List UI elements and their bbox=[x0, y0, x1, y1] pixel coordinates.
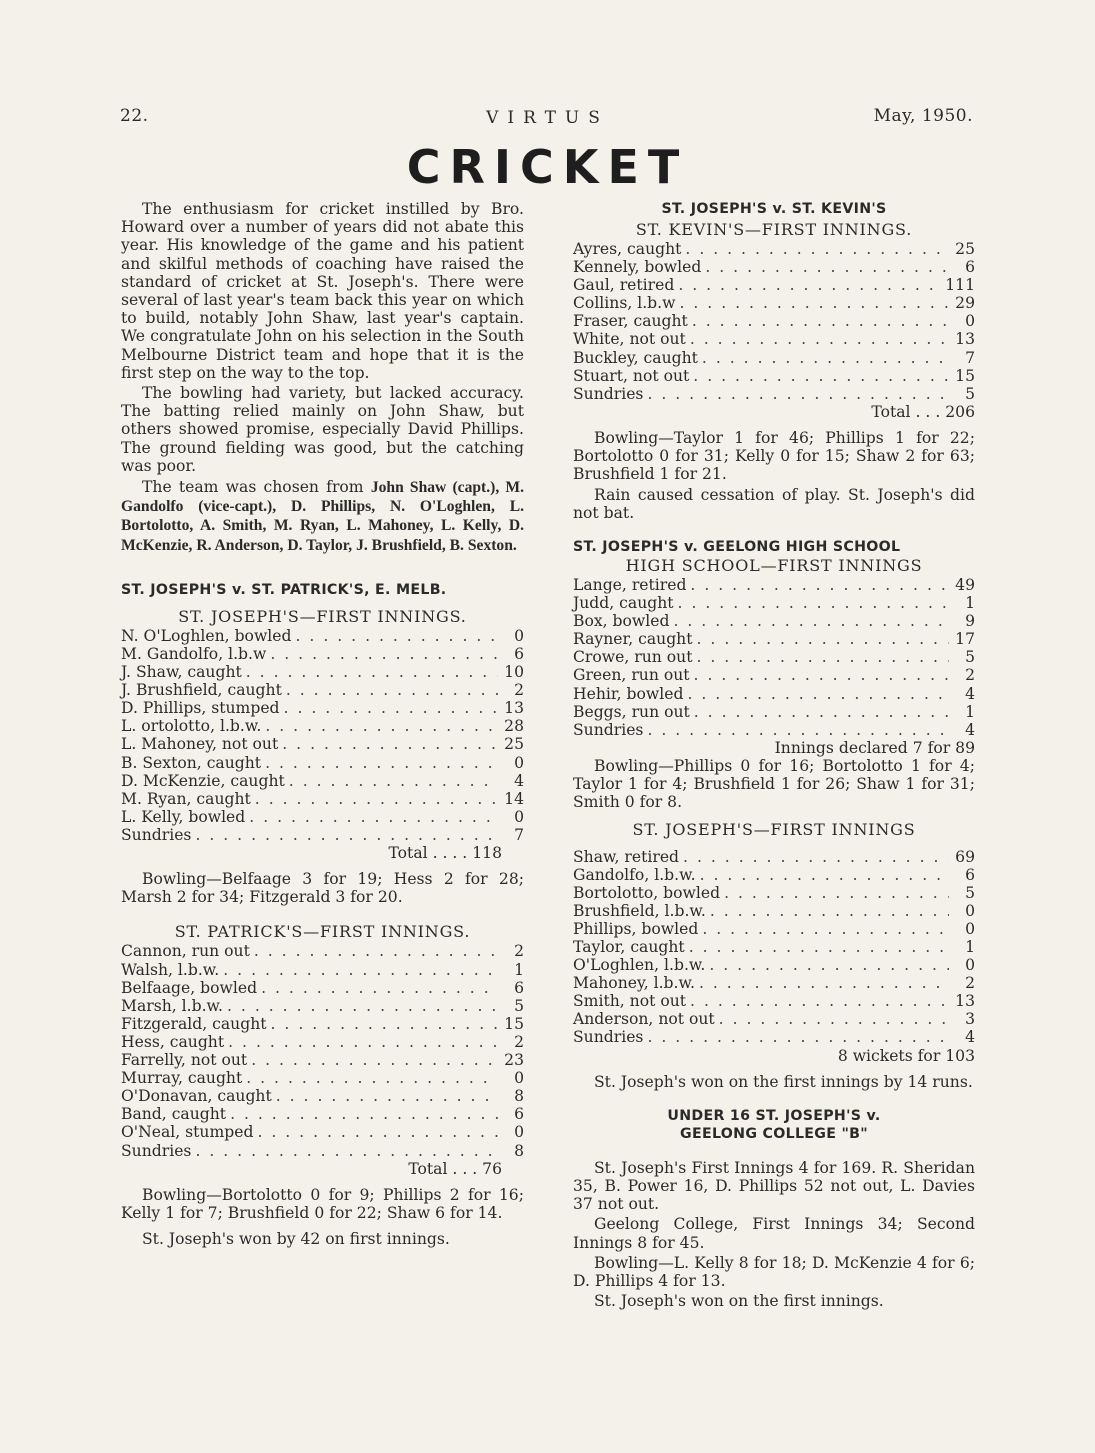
batsman-entry: O'Donavan, caught bbox=[121, 1087, 272, 1106]
match3-innings1-scorecard bbox=[573, 576, 975, 739]
match1-innings2-scorecard bbox=[121, 942, 524, 1159]
batsman-entry: Stuart, not out bbox=[573, 366, 690, 385]
scorecard-row bbox=[121, 997, 524, 1015]
intro-paragraph-team bbox=[121, 478, 524, 555]
batsman-entry: Cannon, run out bbox=[121, 942, 250, 961]
leader-dots bbox=[265, 717, 498, 735]
leader-dots bbox=[276, 1087, 498, 1105]
leader-dots bbox=[690, 330, 949, 348]
leader-dots bbox=[195, 826, 498, 844]
batsman-entry: Anderson, not out bbox=[573, 1010, 715, 1029]
scorecard-row bbox=[573, 367, 975, 385]
runs-score: 0 bbox=[514, 807, 524, 826]
scorecard-row bbox=[121, 663, 524, 681]
runs-score: 13 bbox=[955, 330, 975, 349]
scorecard-row bbox=[573, 330, 975, 348]
scorecard-row bbox=[573, 866, 975, 884]
batsman-entry: O'Loghlen, l.b.w. bbox=[573, 956, 706, 975]
runs-score: 7 bbox=[965, 348, 975, 367]
leader-dots bbox=[255, 790, 498, 808]
scorecard-row bbox=[121, 735, 524, 753]
scorecard-row bbox=[573, 902, 975, 920]
scorecard-row bbox=[121, 1033, 524, 1051]
match4-paragraph-4: St. Joseph's won on the first innings. bbox=[594, 1292, 884, 1311]
batsman-entry: Sundries bbox=[573, 1028, 644, 1047]
leader-dots bbox=[254, 942, 498, 960]
scorecard-row bbox=[121, 645, 524, 663]
batsman-entry: Fitzgerald, caught bbox=[121, 1014, 267, 1033]
batsman-entry: Gandolfo, l.b.w. bbox=[573, 865, 696, 884]
runs-score: 6 bbox=[965, 865, 975, 884]
scorecard-row bbox=[573, 938, 975, 956]
match3-innings1-total: Innings declared 7 for 89 bbox=[774, 738, 975, 757]
runs-score: 4 bbox=[965, 720, 975, 739]
scorecard-row bbox=[121, 961, 524, 979]
batsman-entry: Gaul, retired bbox=[573, 276, 675, 295]
match3-innings2-scorecard bbox=[573, 848, 975, 1047]
match3-innings2-heading: ST. JOSEPH'S—FIRST INNINGS bbox=[632, 819, 916, 839]
runs-score: 7 bbox=[514, 825, 524, 844]
issue-date: May, 1950. bbox=[873, 106, 973, 126]
scorecard-row bbox=[121, 942, 524, 960]
scorecard-row bbox=[121, 1015, 524, 1033]
runs-score: 6 bbox=[965, 258, 975, 277]
scorecard-row bbox=[573, 721, 975, 739]
leader-dots bbox=[709, 956, 949, 974]
runs-score: 69 bbox=[955, 847, 975, 866]
match1-innings1-total: Total . . . . 118 bbox=[388, 843, 502, 862]
runs-score: 13 bbox=[504, 699, 524, 718]
leader-dots bbox=[693, 367, 949, 385]
scorecard-row bbox=[121, 826, 524, 844]
leader-dots bbox=[265, 754, 498, 772]
runs-score: 49 bbox=[955, 575, 975, 594]
runs-score: 5 bbox=[965, 883, 975, 902]
scorecard-row bbox=[573, 576, 975, 594]
page-number: 22. bbox=[120, 106, 149, 126]
batsman-entry: J. Brushfield, caught bbox=[121, 681, 282, 700]
leader-dots bbox=[690, 576, 949, 594]
batsman-entry: Buckley, caught bbox=[573, 348, 698, 367]
runs-score: 0 bbox=[514, 626, 524, 645]
leader-dots bbox=[678, 276, 941, 294]
batsman-entry: Hehir, bowled bbox=[573, 684, 684, 703]
runs-score: 0 bbox=[514, 1123, 524, 1142]
scorecard-row bbox=[121, 808, 524, 826]
scorecard-row bbox=[121, 754, 524, 772]
batsman-entry: Taylor, caught bbox=[573, 937, 685, 956]
scorecard-row bbox=[121, 1069, 524, 1087]
runs-score: 2 bbox=[514, 1032, 524, 1051]
leader-dots bbox=[683, 848, 949, 866]
batsman-entry: Farrelly, not out bbox=[121, 1051, 248, 1070]
runs-score: 4 bbox=[514, 771, 524, 790]
leader-dots bbox=[700, 866, 949, 884]
leader-dots bbox=[246, 1069, 498, 1087]
runs-score: 14 bbox=[504, 789, 524, 808]
runs-score: 4 bbox=[965, 684, 975, 703]
batsman-entry: B. Sexton, caught bbox=[121, 753, 262, 772]
runs-score: 0 bbox=[965, 919, 975, 938]
leader-dots bbox=[246, 663, 498, 681]
scorecard-row bbox=[573, 703, 975, 721]
match4-paragraph-1: St. Joseph's First Innings 4 for 169. R. Sheridan 35, B. Power 16, D. Phillips 52 not out, L. Davies 37 not out. bbox=[573, 1158, 975, 1214]
scorecard-row bbox=[573, 276, 975, 294]
batsman-entry: L. ortolotto, l.b.w. bbox=[121, 717, 262, 736]
match1-innings2-bowling: Bowling—Bortolotto 0 for 9; Phillips 2 for 16; Kelly 1 for 7; Brushfield 0 for 22; Shaw 6 for 14. bbox=[121, 1185, 524, 1222]
leader-dots bbox=[719, 1010, 949, 1028]
leader-dots bbox=[689, 938, 949, 956]
batsman-entry: Smith, not out bbox=[573, 992, 687, 1011]
batsman-entry: Crowe, run out bbox=[573, 648, 693, 667]
leader-dots bbox=[249, 808, 498, 826]
leader-dots bbox=[296, 627, 499, 645]
match4-paragraph-3: Bowling—L. Kelly 8 for 18; D. McKenzie 4 for 6; D. Phillips 4 for 13. bbox=[573, 1253, 975, 1291]
match1-result: St. Joseph's won by 42 on first innings. bbox=[142, 1230, 450, 1249]
runs-score: 1 bbox=[965, 937, 975, 956]
runs-score: 25 bbox=[504, 735, 524, 754]
scorecard-row bbox=[573, 648, 975, 666]
runs-score: 6 bbox=[514, 978, 524, 997]
scorecard-row bbox=[573, 956, 975, 974]
batsman-entry: White, not out bbox=[573, 330, 686, 349]
leader-dots bbox=[696, 648, 949, 666]
runs-score: 8 bbox=[514, 1141, 524, 1160]
runs-score: 3 bbox=[965, 1010, 975, 1029]
leader-dots bbox=[687, 685, 949, 703]
leader-dots bbox=[673, 612, 949, 630]
batsman-entry: Lange, retired bbox=[573, 575, 687, 594]
match2-innings1-bowling: Bowling—Taylor 1 for 46; Phillips 1 for 22; Bortolotto 0 for 31; Kelly 0 for 15; Shaw 2 for 63; Brushfield 1 for 21. bbox=[573, 428, 975, 484]
runs-score: 25 bbox=[955, 240, 975, 258]
match4-paragraph-2: Geelong College, First Innings 34; Second Innings 8 for 45. bbox=[573, 1215, 975, 1252]
runs-score: 10 bbox=[504, 663, 524, 682]
leader-dots bbox=[692, 312, 949, 330]
leader-dots bbox=[705, 258, 949, 276]
batsman-entry: L. Mahoney, not out bbox=[121, 735, 279, 754]
scorecard-row bbox=[573, 884, 975, 902]
match1-innings1-bowling: Bowling—Belfaage 3 for 19; Hess 2 for 28; Marsh 2 for 34; Fitzgerald 3 for 20. bbox=[121, 870, 524, 907]
runs-score: 29 bbox=[955, 294, 975, 313]
batsman-entry: Shaw, retired bbox=[573, 847, 680, 866]
match1-innings1-scorecard bbox=[121, 627, 524, 844]
batsman-entry: L. Kelly, bowled bbox=[121, 807, 246, 826]
scorecard-row bbox=[121, 979, 524, 997]
right-column bbox=[573, 200, 975, 1310]
intro-paragraph-1: The enthusiasm for cricket instilled by Bro. Howard over a number of years did not abate this year. His knowledge of the game and his patient and skilful methods of coaching have raised the standard of cricket at St. Joseph's. There were several of last year's team back this year on which to build, notably John Shaw, last year's captain. We congratulate John on his selection in the South Melbourne District team and hope that it is the first step on the way to the top. bbox=[121, 200, 524, 382]
leader-dots bbox=[271, 1015, 499, 1033]
batsman-entry: Judd, caught bbox=[573, 594, 674, 613]
leader-dots bbox=[270, 645, 498, 663]
scorecard-row bbox=[573, 294, 975, 312]
intro-paragraph-2: The bowling had variety, but lacked accuracy. The batting relied mainly on John Shaw, but others showed promise, especially David Phillips. The ground fielding was good, but the catching was poor. bbox=[121, 384, 524, 475]
scorecard-row bbox=[573, 1010, 975, 1028]
batsman-entry: Box, bowled bbox=[573, 612, 670, 631]
leader-dots bbox=[228, 1033, 498, 1051]
match3-innings2-total: 8 wickets for 103 bbox=[837, 1046, 975, 1065]
batsman-entry: Sundries bbox=[121, 825, 192, 844]
leader-dots bbox=[702, 349, 949, 367]
scorecard-row bbox=[121, 699, 524, 717]
left-column bbox=[121, 200, 524, 1248]
runs-score: 1 bbox=[965, 594, 975, 613]
runs-score: 1 bbox=[965, 702, 975, 721]
batsman-entry: D. Phillips, stumped bbox=[121, 699, 280, 718]
magazine-title: VIRTUS bbox=[486, 108, 609, 128]
leader-dots bbox=[699, 974, 949, 992]
runs-score: 5 bbox=[514, 996, 524, 1015]
scorecard-row bbox=[573, 258, 975, 276]
scorecard-row bbox=[573, 630, 975, 648]
batsman-entry: O'Neal, stumped bbox=[121, 1123, 254, 1142]
scorecard-row bbox=[121, 1105, 524, 1123]
runs-score: 111 bbox=[945, 276, 975, 295]
match2-result: Rain caused cessation of play. St. Joseph's did not bat. bbox=[573, 485, 975, 522]
runs-score: 13 bbox=[955, 992, 975, 1011]
team-lead-text: The team was chosen from bbox=[142, 478, 371, 497]
leader-dots bbox=[251, 1051, 498, 1069]
leader-dots bbox=[710, 902, 949, 920]
runs-score: 0 bbox=[965, 956, 975, 975]
batsman-entry: Sundries bbox=[573, 384, 644, 403]
runs-score: 2 bbox=[965, 974, 975, 993]
batsman-entry: Ayres, caught bbox=[573, 240, 682, 258]
batsman-entry: Sundries bbox=[121, 1141, 192, 1160]
batsman-entry: Kennely, bowled bbox=[573, 258, 702, 277]
scorecard-row bbox=[573, 1028, 975, 1046]
runs-score: 6 bbox=[514, 644, 524, 663]
batsman-entry: M. Gandolfo, l.b.w bbox=[121, 644, 267, 663]
scorecard-row bbox=[121, 717, 524, 735]
runs-score: 28 bbox=[504, 717, 524, 736]
batsman-entry: Mahoney, l.b.w. bbox=[573, 974, 695, 993]
runs-score: 0 bbox=[965, 901, 975, 920]
batsman-entry: Band, caught bbox=[121, 1105, 227, 1124]
leader-dots bbox=[647, 721, 949, 739]
leader-dots bbox=[679, 294, 949, 312]
leader-dots bbox=[195, 1142, 498, 1160]
batsman-entry: J. Shaw, caught bbox=[121, 663, 242, 682]
scorecard-row bbox=[573, 666, 975, 684]
scorecard-row bbox=[573, 612, 975, 630]
leader-dots bbox=[223, 961, 498, 979]
match4-heading-line1: UNDER 16 ST. JOSEPH'S v. bbox=[667, 1107, 881, 1124]
scorecard-row bbox=[573, 594, 975, 612]
batsman-entry: Phillips, bowled bbox=[573, 919, 699, 938]
batsman-entry: Rayner, caught bbox=[573, 630, 693, 649]
runs-score: 2 bbox=[514, 681, 524, 700]
batsman-entry: Belfaage, bowled bbox=[121, 978, 258, 997]
runs-score: 23 bbox=[504, 1051, 524, 1070]
match3-innings1-heading: HIGH SCHOOL—FIRST INNINGS bbox=[625, 555, 923, 575]
batsman-entry: N. O'Loghlen, bowled bbox=[121, 626, 292, 645]
leader-dots bbox=[724, 884, 949, 902]
batsman-entry: Fraser, caught bbox=[573, 312, 688, 331]
team-list: John Shaw (capt.), M. Gandolfo (vice-capt.), D. Phillips, N. O'Loghlen, L. Bortolotto, A. Smith, M. Ryan, L. Mahoney, L. Kelly, D. McKenzie, R. Anderson, D. Taylor, J. Brushfield, B. Sexton. bbox=[121, 479, 524, 554]
scorecard-row bbox=[573, 848, 975, 866]
match3-result: St. Joseph's won on the first innings by 14 runs. bbox=[594, 1072, 973, 1091]
runs-score: 2 bbox=[514, 942, 524, 961]
scorecard-row bbox=[573, 349, 975, 367]
match1-innings2-total: Total . . . 76 bbox=[408, 1159, 502, 1178]
batsman-entry: Hess, caught bbox=[121, 1032, 225, 1051]
runs-score: 15 bbox=[955, 366, 975, 385]
match1-innings2-heading: ST. PATRICK'S—FIRST INNINGS. bbox=[174, 922, 471, 942]
match2-heading: ST. JOSEPH'S v. ST. KEVIN'S bbox=[661, 201, 887, 217]
scorecard-row bbox=[121, 1051, 524, 1069]
scorecard-row bbox=[573, 992, 975, 1010]
scorecard-row bbox=[573, 685, 975, 703]
scorecard-row bbox=[573, 385, 975, 403]
match3-heading: ST. JOSEPH'S v. GEELONG HIGH SCHOOL bbox=[573, 538, 901, 555]
batsman-entry: Marsh, l.b.w. bbox=[121, 996, 224, 1015]
scorecard-row bbox=[121, 627, 524, 645]
leader-dots bbox=[694, 703, 949, 721]
scorecard-row bbox=[121, 1087, 524, 1105]
match3-innings1-bowling: Bowling—Phillips 0 for 16; Bortolotto 1 for 4; Taylor 1 for 4; Brushfield 1 for 26; Shaw 1 for 31; Smith 0 for 8. bbox=[573, 756, 975, 812]
scorecard-row bbox=[573, 920, 975, 938]
scorecard-row bbox=[121, 1142, 524, 1160]
runs-score: 2 bbox=[965, 666, 975, 685]
leader-dots bbox=[261, 979, 498, 997]
runs-score: 17 bbox=[955, 630, 975, 649]
match2-innings1-scorecard bbox=[573, 240, 975, 403]
runs-score: 5 bbox=[965, 384, 975, 403]
leader-dots bbox=[289, 772, 498, 790]
runs-score: 9 bbox=[965, 612, 975, 631]
leader-dots bbox=[697, 630, 950, 648]
runs-score: 5 bbox=[965, 648, 975, 667]
runs-score: 0 bbox=[965, 312, 975, 331]
leader-dots bbox=[702, 920, 949, 938]
batsman-entry: Walsh, l.b.w. bbox=[121, 960, 220, 979]
scorecard-row bbox=[121, 790, 524, 808]
runs-score: 6 bbox=[514, 1105, 524, 1124]
batsman-entry: Sundries bbox=[573, 720, 644, 739]
scorecard-row bbox=[573, 974, 975, 992]
leader-dots bbox=[685, 240, 949, 258]
article-title: CRICKET bbox=[406, 140, 689, 194]
runs-score: 0 bbox=[514, 1069, 524, 1088]
scorecard-row bbox=[121, 681, 524, 699]
leader-dots bbox=[257, 1123, 498, 1141]
scorecard-row bbox=[121, 1123, 524, 1141]
match2-innings1-total: Total . . . 206 bbox=[871, 402, 975, 421]
scorecard-row bbox=[121, 772, 524, 790]
runs-score: 0 bbox=[514, 753, 524, 772]
batsman-entry: Beggs, run out bbox=[573, 702, 690, 721]
batsman-entry: Bortolotto, bowled bbox=[573, 883, 721, 902]
runs-score: 4 bbox=[965, 1028, 975, 1047]
match4-heading-line2: GEELONG COLLEGE "B" bbox=[680, 1125, 868, 1142]
batsman-entry: D. McKenzie, caught bbox=[121, 771, 285, 790]
leader-dots bbox=[647, 1028, 949, 1046]
runs-score: 8 bbox=[514, 1087, 524, 1106]
leader-dots bbox=[227, 997, 498, 1015]
match2-innings1-heading: ST. KEVIN'S—FIRST INNINGS. bbox=[635, 220, 913, 239]
scorecard-row bbox=[573, 312, 975, 330]
leader-dots bbox=[230, 1105, 498, 1123]
batsman-entry: Green, run out bbox=[573, 666, 690, 685]
batsman-entry: M. Ryan, caught bbox=[121, 789, 251, 808]
batsman-entry: Murray, caught bbox=[121, 1069, 243, 1088]
runs-score: 15 bbox=[504, 1014, 524, 1033]
leader-dots bbox=[694, 666, 949, 684]
runs-score: 1 bbox=[514, 960, 524, 979]
match1-innings1-heading: ST. JOSEPH'S—FIRST INNINGS. bbox=[178, 606, 467, 626]
leader-dots bbox=[678, 594, 949, 612]
match1-heading: ST. JOSEPH'S v. ST. PATRICK'S, E. MELB. bbox=[121, 581, 447, 598]
scorecard-row bbox=[573, 240, 975, 258]
leader-dots bbox=[284, 699, 498, 717]
batsman-entry: Collins, l.b.w bbox=[573, 294, 676, 313]
batsman-entry: Brushfield, l.b.w. bbox=[573, 901, 706, 920]
leader-dots bbox=[647, 385, 949, 403]
leader-dots bbox=[282, 735, 498, 753]
leader-dots bbox=[286, 681, 498, 699]
leader-dots bbox=[690, 992, 949, 1010]
